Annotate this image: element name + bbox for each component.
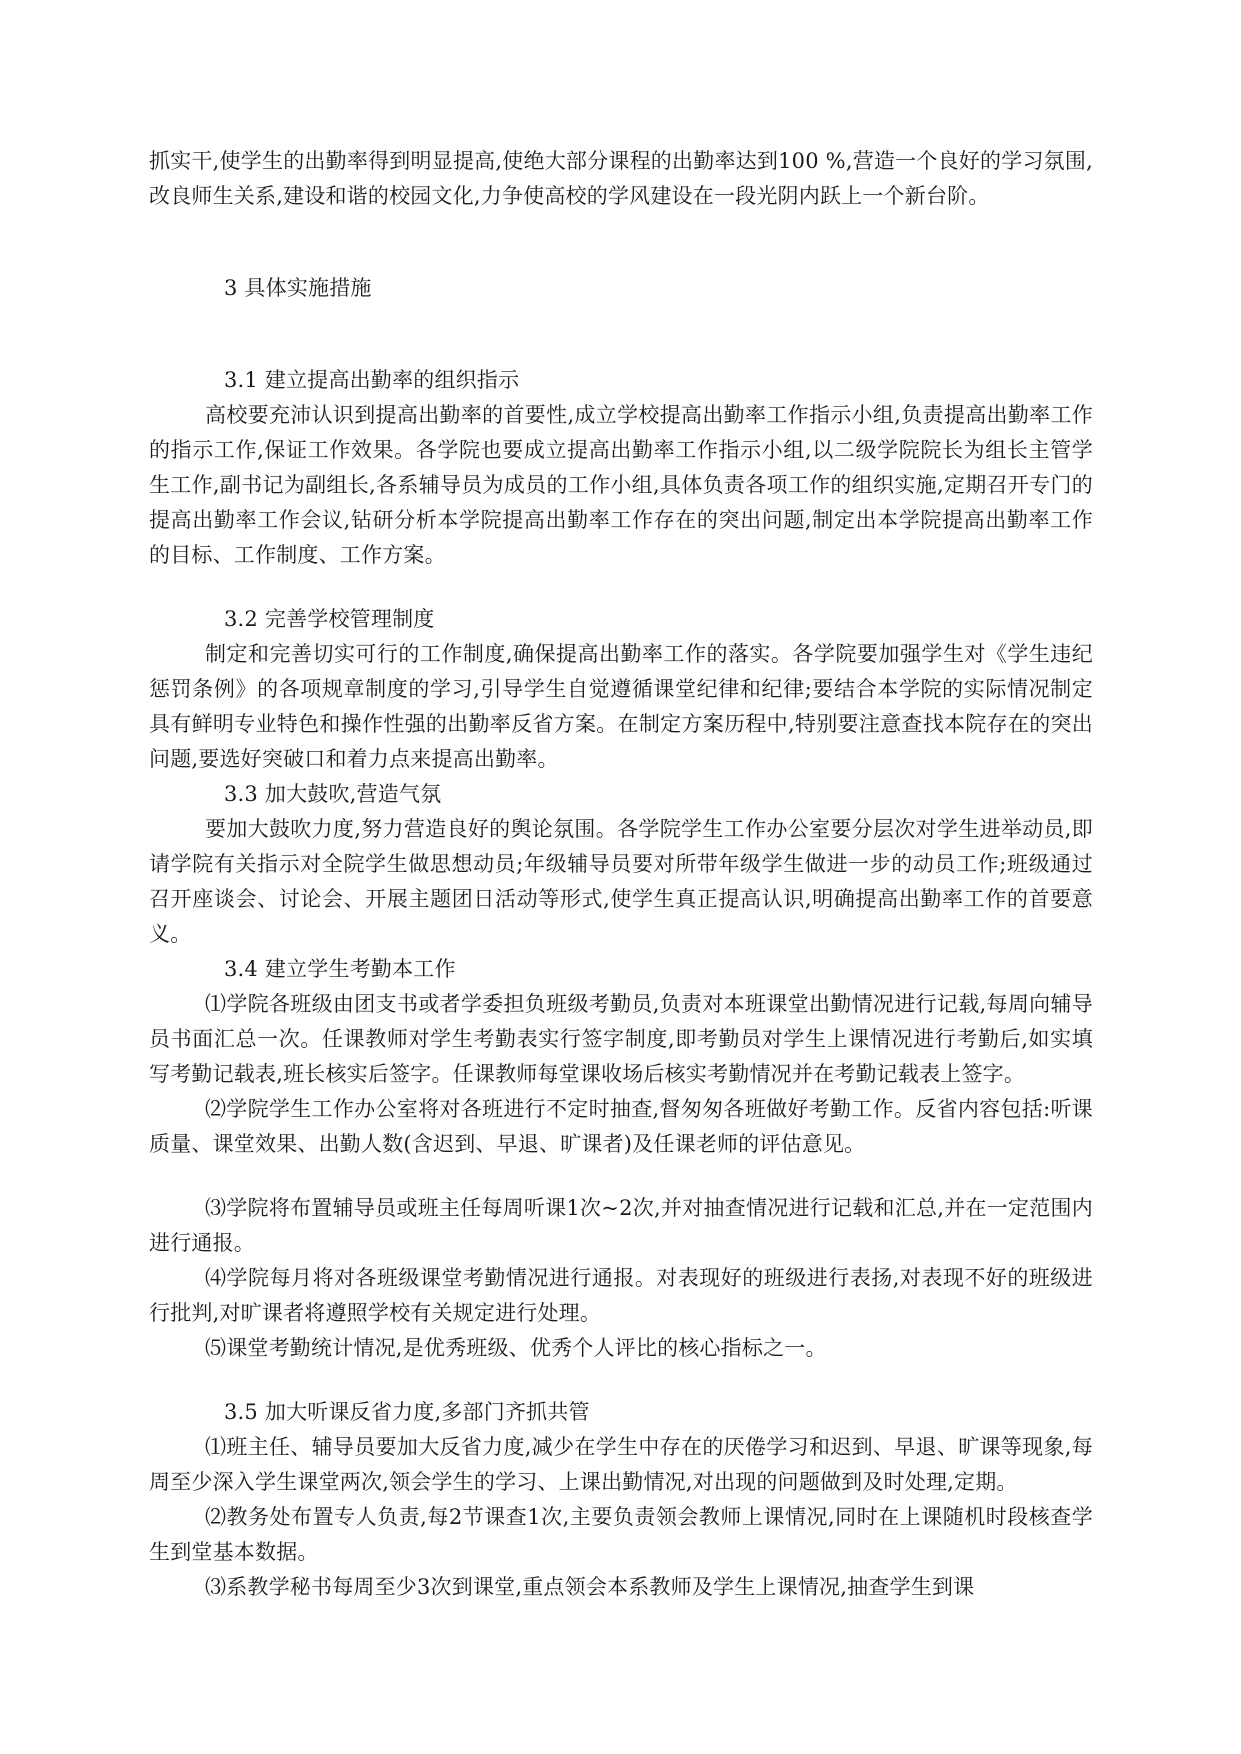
section-heading-3: 3 具体实施措施 <box>224 276 372 300</box>
document-page <box>149 144 1093 1605</box>
subsection-heading-3-4: 3.4 建立学生考勤本工作 <box>224 957 456 981</box>
subsection-heading-3-3: 3.3 加大鼓吹,营造气氛 <box>224 782 442 806</box>
list-item-3-4-4: ⑷学院每月将对各班级课堂考勤情况进行通报。对表现好的班级进行表扬,对表现不好的班级进行批判,对旷课者将遵照学校有关规定进行处理。 <box>149 1266 1093 1325</box>
subsection-heading-3-2: 3.2 完善学校管理制度 <box>224 607 435 631</box>
paragraph-3-1: 高校要充沛认识到提高出勤率的首要性,成立学校提高出勤率工作指示小组,负责提高出勤率工作的指示工作,保证工作效果。各学院也要成立提高出勤率工作指示小组,以二级学院院长为组长主管学生工作,副书记为副组长,各系辅导员为成员的工作小组,具体负责各项工作的组织实施,定期召开专门的提高出勤率工作会议,钻研分析本学院提高出勤率工作存在的突出问题,制定出本学院提高出勤率工作的目标、工作制度、工作方案。 <box>149 403 1093 567</box>
list-item-3-4-3: ⑶学院将布置辅导员或班主任每周听课1次~2次,并对抽查情况进行记载和汇总,并在一定范围内进行通报。 <box>149 1196 1093 1255</box>
list-item-3-5-3: ⑶系教学秘书每周至少3次到课堂,重点领会本系教师及学生上课情况,抽查学生到课 <box>205 1575 975 1599</box>
subsection-heading-3-1: 3.1 建立提高出勤率的组织指示 <box>224 368 520 392</box>
list-item-3-4-2: ⑵学院学生工作办公室将对各班进行不定时抽查,督匆匆各班做好考勤工作。反省内容包括:听课质量、课堂效果、出勤人数(含迟到、早退、旷课者)及任课老师的评估意见。 <box>149 1097 1093 1156</box>
spacer <box>149 214 1093 271</box>
list-item-3-5-2: ⑵教务处布置专人负责,每2节课查1次,主要负责领会教师上课情况,同时在上课随机时段核查学生到堂基本数据。 <box>149 1505 1093 1564</box>
spacer <box>149 306 1093 363</box>
paragraph-3-3: 要加大鼓吹力度,努力营造良好的舆论氛围。各学院学生工作办公室要分层次对学生进举动员,即请学院有关指示对全院学生做思想动员;年级辅导员要对所带年级学生做进一步的动员工作;班级通过召开座谈会、讨论会、开展主题团日活动等形式,使学生真正提高认识,明确提高出勤率工作的首要意义。 <box>149 817 1093 946</box>
spacer <box>149 1366 1093 1395</box>
subsection-heading-3-5: 3.5 加大听课反省力度,多部门齐抓共管 <box>224 1400 590 1424</box>
spacer <box>149 1162 1093 1191</box>
list-item-3-4-5: ⑸课堂考勤统计情况,是优秀班级、优秀个人评比的核心指标之一。 <box>205 1336 827 1360</box>
paragraph-3-2: 制定和完善切实可行的工作制度,确保提高出勤率工作的落实。各学院要加强学生对《学生违纪惩罚条例》的各项规章制度的学习,引导学生自觉遵循课堂纪律和纪律;要结合本学院的实际情况制定具有鲜明专业特色和操作性强的出勤率反省方案。在制定方案历程中,特别要注意查找本院存在的突出问题,要选好突破口和着力点来提高出勤率。 <box>149 642 1093 771</box>
spacer <box>149 573 1093 602</box>
list-item-3-5-1: ⑴班主任、辅导员要加大反省力度,减少在学生中存在的厌倦学习和迟到、早退、旷课等现象,每周至少深入学生课堂两次,领会学生的学习、上课出勤情况,对出现的问题做到及时处理,定期。 <box>149 1435 1093 1494</box>
paragraph-intro-continuation: 抓实干,使学生的出勤率得到明显提高,使绝大部分课程的出勤率达到100 %,营造一个良好的学习氛围,改良师生关系,建设和谐的校园文化,力争使高校的学风建设在一段光阴内跃上一个新台阶。 <box>149 149 1093 208</box>
list-item-3-4-1: ⑴学院各班级由团支书或者学委担负班级考勤员,负责对本班课堂出勤情况进行记载,每周向辅导员书面汇总一次。任课教师对学生考勤表实行签字制度,即考勤员对学生上课情况进行考勤后,如实填写考勤记载表,班长核实后签字。任课教师每堂课收场后核实考勤情况并在考勤记载表上签字。 <box>149 992 1093 1086</box>
